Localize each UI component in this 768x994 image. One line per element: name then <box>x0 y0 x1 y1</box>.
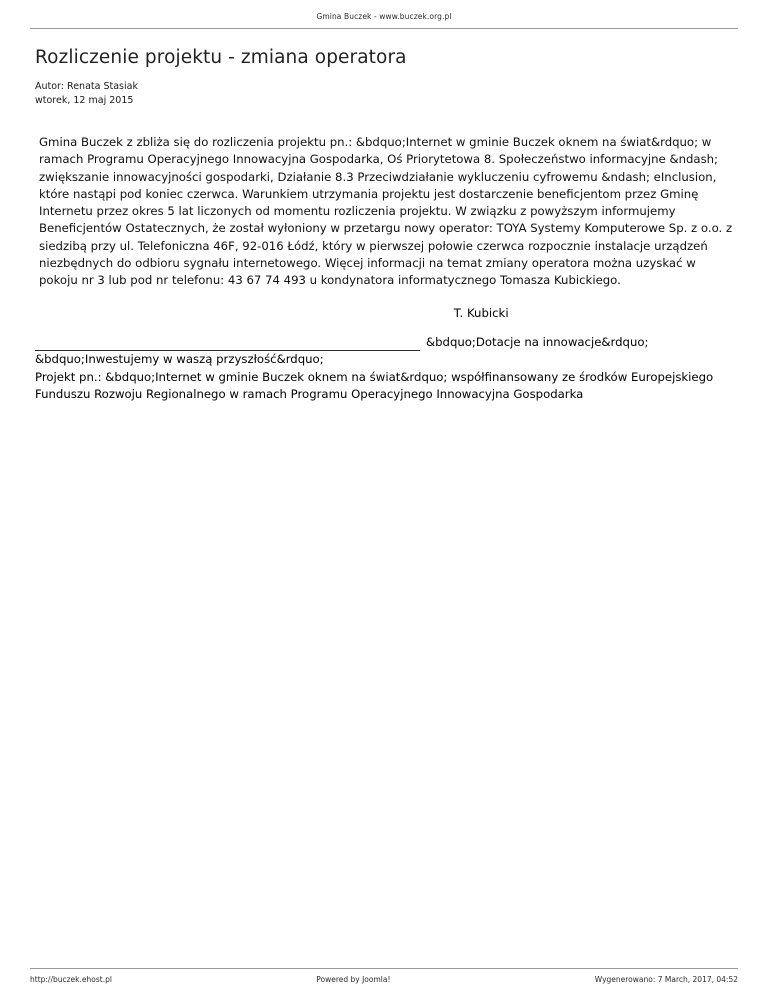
author-label: Autor: <box>35 81 64 92</box>
signature-line: T. Kubicki <box>453 305 509 320</box>
funding-line-1 <box>35 334 733 351</box>
footer-url[interactable]: http://buczek.ehost.pl <box>30 975 112 984</box>
document-header <box>0 0 768 21</box>
author-line <box>35 80 733 94</box>
article-meta <box>35 80 733 108</box>
document-footer-block <box>0 968 768 994</box>
footer-powered-by: Powered by Joomla! <box>316 975 391 984</box>
page-title: Rozliczenie projektu - zmiana operatora <box>35 47 407 68</box>
inwestujemy-text: &bdquo;Inwestujemy w waszą przyszłość&rdquo; <box>35 352 324 367</box>
funding-block <box>35 334 733 369</box>
document-footer <box>0 969 768 994</box>
publish-date: wtorek, 12 maj 2015 <box>35 95 134 106</box>
article-paragraph-1: Gmina Buczek z zbliża się do rozliczenia projektu pn.: &bdquo;Internet w gminie Buczek oknem na świat&rdquo; w ramach Programu Operacyjnego Innowacyjna Gospodarka, Oś Priorytetowa 8. Społeczeństwo informacyjne &ndash; zwiększanie innowacyjności gospodarki, Działanie 8.3 Przeciwdziałanie wykluczeniu cyfrowemu &ndash; eInclusion, które nastąpi pod koniec czerwca. Warunkiem utrzymania projektu jest dostarczenie beneficjentom przez Gminę Internetu przez okres 5 lat liczonych od momentu rozliczenia projektu. W związku z powyższym informujemy Beneficjentów Ostatecznych, że został wyłoniony w przetargu nowy operator: TOYA Systemy Komputerowe Sp. z o.o. z siedzibą przy ul. Telefoniczna 46F, 92-016 Łódź, który w pierwszej połowie czerwca rozpocznie instalacje urządzeń niezbędnych do odbioru sygnału internetowego. Więcej informacji na temat zmiany operatora można uzyskać w pokoju nr 3 lub pod nr telefonu: 43 67 74 493 u kondynatora informatycznego Tomasza Kubickiego. <box>39 135 733 288</box>
author-name: Renata Stasiak <box>67 81 138 92</box>
dotacje-text: &bdquo;Dotacje na innowacje&rdquo; <box>426 334 649 349</box>
horizontal-rule <box>35 338 420 351</box>
document-content <box>0 29 768 968</box>
site-header-line: Gmina Buczek - www.buczek.org.pl <box>316 12 452 21</box>
footer-generated-timestamp: Wygenerowano: 7 March, 2017, 04:52 <box>594 975 738 984</box>
project-funding-text: Projekt pn.: &bdquo;Internet w gminie Buczek oknem na świat&rdquo; współfinansowany ze środków Europejskiego Funduszu Rozwoju Regionalnego w ramach Programu Operacyjnego Innowacyjna Gospodarka <box>35 369 714 401</box>
article-body <box>35 134 733 290</box>
